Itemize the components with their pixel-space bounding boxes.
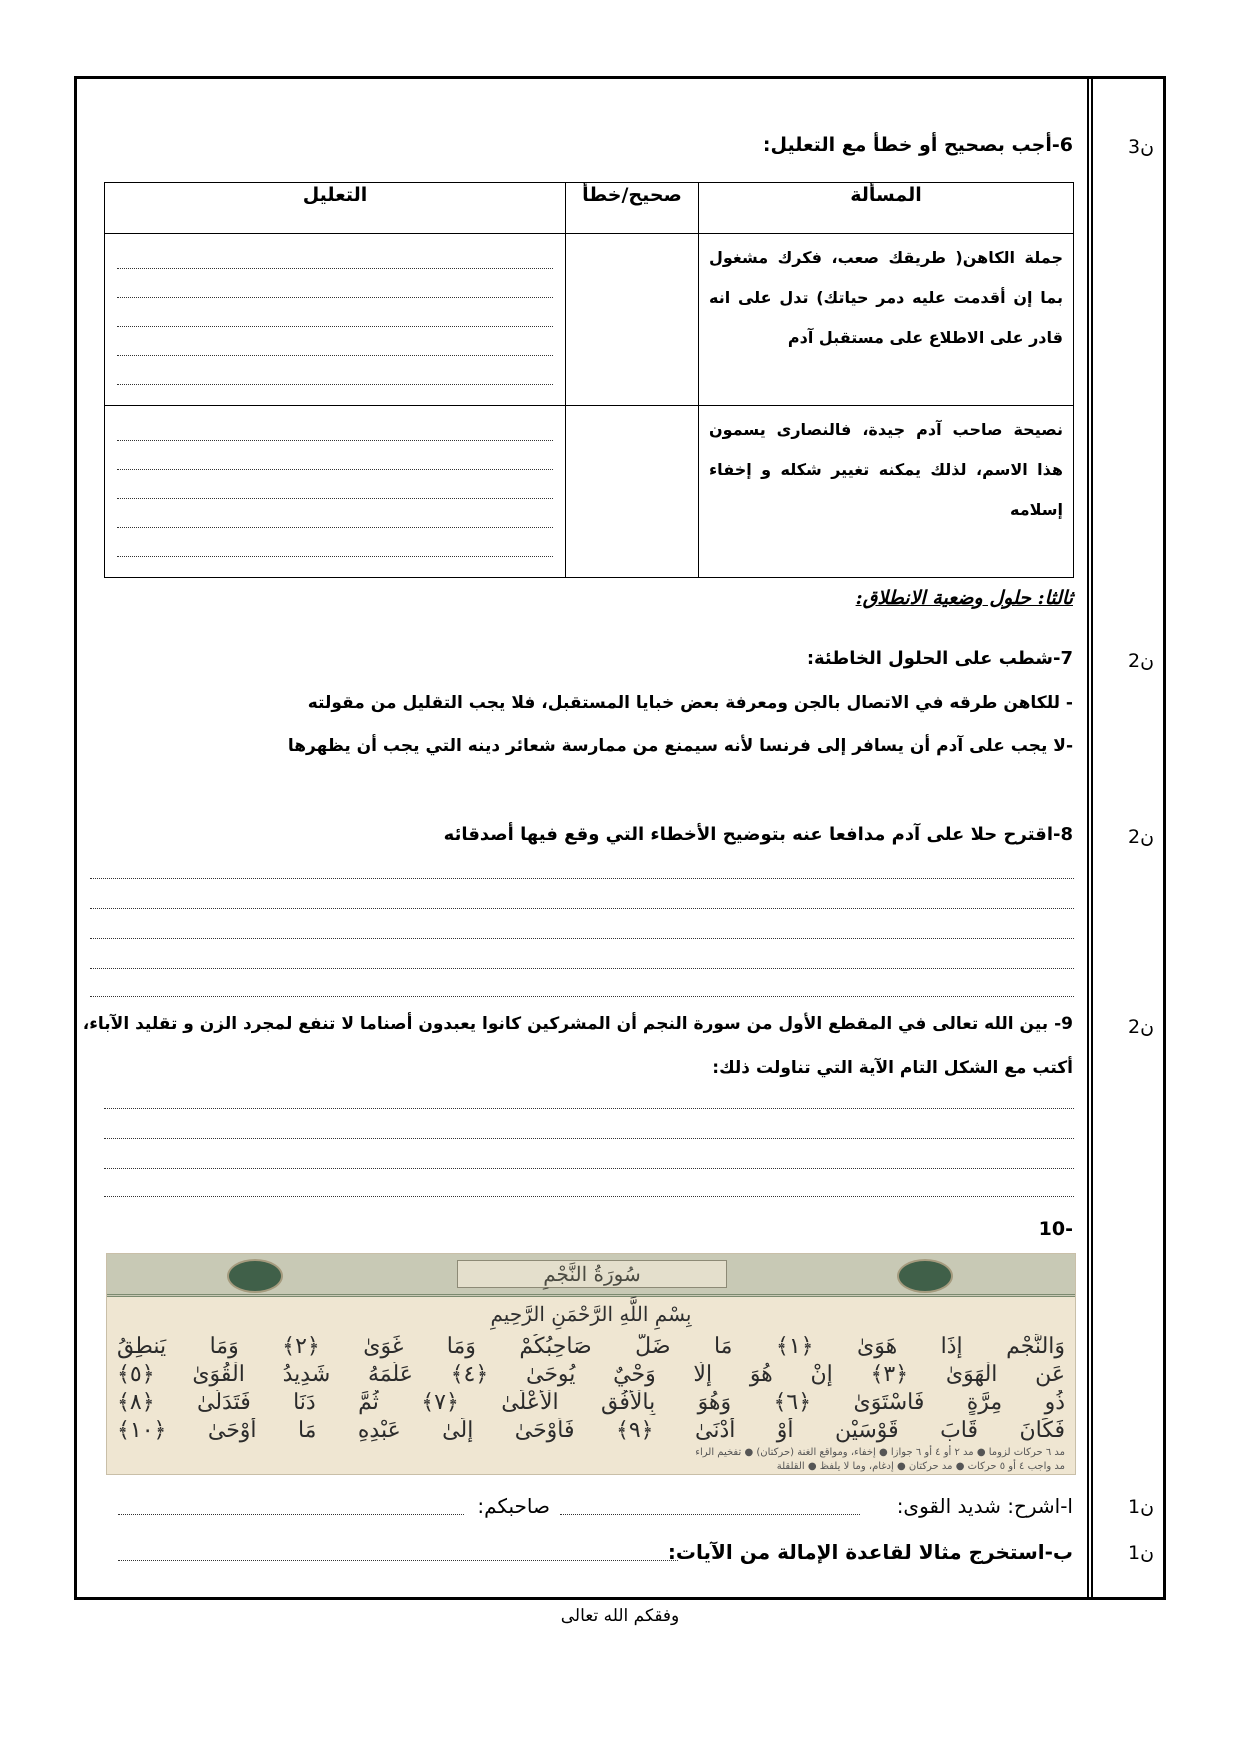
answer-line[interactable] bbox=[104, 1168, 1074, 1169]
reason-answer-lines[interactable] bbox=[105, 406, 566, 578]
q9-line-1: 9- بين الله تعالى في المقطع الأول من سورة النجم أن المشركين كانوا يعبدون أصناما لا تنفع لمجرد الزن و تقليد الآباء، bbox=[82, 1014, 1073, 1034]
table-row bbox=[105, 234, 1074, 406]
q8-title: 8-اقترح حلا على آدم مدافعا عنه بتوضيح الأخطاء التي وقع فيها أصدقائه bbox=[443, 824, 1073, 845]
answer-line[interactable] bbox=[104, 1196, 1074, 1197]
true-false-cell[interactable] bbox=[566, 234, 699, 406]
verse-line: عَنِ الْهَوَىٰ ﴿٣﴾ إِنْ هُوَ إِلَّا وَحْيٌ يُوحَىٰ ﴿٤﴾ عَلَّمَهُ شَدِيدُ الْقُوَىٰ ﴿٥﴾ bbox=[117, 1362, 1065, 1387]
legend-line: مد ٦ حركات لزوما ● مد ٢ أو ٤ أو ٦ جوازا ● إخفاء، ومواقع الغنة (حركتان) ● تفخيم الراء bbox=[695, 1447, 1065, 1458]
score-q9: 2ن bbox=[1128, 1016, 1155, 1038]
header-reason: التعليل bbox=[105, 183, 566, 234]
score-q7: 2ن bbox=[1128, 650, 1155, 672]
q6-title: 6-أجب بصحيح أو خطأ مع التعليل: bbox=[762, 134, 1073, 156]
issue-cell: جملة الكاهن( طريقك صعب، فكرك مشغول بما إن أقدمت عليه دمر حياتك) تدل على انه قادر على الاطلاع على مستقبل آدم bbox=[699, 234, 1074, 406]
score-q8: 2ن bbox=[1128, 826, 1155, 848]
answer-line[interactable] bbox=[560, 1514, 860, 1515]
ornament-left bbox=[227, 1259, 283, 1293]
q9-line-2: أكتب مع الشكل التام الآية التي تناولت ذلك: bbox=[712, 1058, 1073, 1078]
q7-option-1[interactable]: - للكاهن طرقه في الاتصال بالجن ومعرفة بعض خبايا المستقبل، فلا يجب التقليل من مقولته bbox=[307, 693, 1073, 713]
verse-line: وَالنَّجْمِ إِذَا هَوَىٰ ﴿١﴾ مَا ضَلَّ صَاحِبُكُمْ وَمَا غَوَىٰ ﴿٢﴾ وَمَا يَنطِقُ bbox=[117, 1334, 1065, 1359]
answer-line[interactable] bbox=[90, 878, 1074, 879]
answer-line[interactable] bbox=[104, 1138, 1074, 1139]
q10b-label: ب-استخرج مثالا لقاعدة الإمالة من الآيات: bbox=[667, 1540, 1073, 1564]
section-title: ثالثا: حلول وضعية الانطلاق: bbox=[855, 587, 1073, 609]
q10a-label: ا-اشرح: شديد القوى: bbox=[896, 1494, 1073, 1518]
q7-title: 7-شطب على الحلول الخاطئة: bbox=[806, 648, 1073, 669]
answer-line[interactable] bbox=[104, 1108, 1074, 1109]
score-column-divider bbox=[1087, 76, 1093, 1600]
table-row bbox=[105, 406, 1074, 578]
q10a-label-2: صاحبكم: bbox=[477, 1494, 550, 1518]
header-issue: المسألة bbox=[699, 183, 1074, 234]
score-q6: 3ن bbox=[1128, 136, 1155, 158]
answer-line[interactable] bbox=[118, 1560, 678, 1561]
issue-cell: نصيحة صاحب آدم جيدة، فالنصارى يسمون هذا الاسم، لذلك يمكنه تغيير شكله و إخفاء إسلامه bbox=[699, 406, 1074, 578]
basmala: بِسْمِ اللَّهِ الرَّحْمَنِ الرَّحِيمِ bbox=[490, 1302, 692, 1326]
legend-line: مد واجب ٤ أو ٥ حركات ● مد حركتان ● إدغام، وما لا يلفظ ● القلقلة bbox=[776, 1461, 1065, 1472]
quran-page-image bbox=[106, 1253, 1076, 1475]
answer-line[interactable] bbox=[118, 1514, 464, 1515]
answer-line[interactable] bbox=[90, 938, 1074, 939]
answer-line[interactable] bbox=[90, 996, 1074, 997]
answer-line[interactable] bbox=[90, 968, 1074, 969]
header-true-false: صحيح/خطأ bbox=[566, 183, 699, 234]
q10-number: -10 bbox=[1038, 1218, 1073, 1240]
score-q10a: 1ن bbox=[1128, 1496, 1155, 1518]
footer-note: وفقكم الله تعالى bbox=[560, 1606, 680, 1626]
tajweed-legend bbox=[117, 1446, 1065, 1474]
verse-line: فَكَانَ قَابَ قَوْسَيْنِ أَوْ أَدْنَىٰ ﴿٩﴾ فَأَوْحَىٰ إِلَىٰ عَبْدِهِ مَا أَوْحَىٰ ﴿١٠﴾ bbox=[117, 1418, 1065, 1443]
answer-line[interactable] bbox=[90, 908, 1074, 909]
true-false-cell[interactable] bbox=[566, 406, 699, 578]
ornament-right bbox=[897, 1259, 953, 1293]
q7-option-2[interactable]: -لا يجب على آدم أن يسافر إلى فرنسا لأنه سيمنع من ممارسة شعائر دينه التي يجب أن يظهرها bbox=[287, 736, 1073, 756]
surah-header-band bbox=[107, 1254, 1075, 1297]
score-q10b: 1ن bbox=[1128, 1542, 1155, 1564]
verse-line: ذُو مِرَّةٍ فَاسْتَوَىٰ ﴿٦﴾ وَهُوَ بِالْأُفُقِ الْأَعْلَىٰ ﴿٧﴾ ثُمَّ دَنَا فَتَدَلَّىٰ ﴿٨﴾ bbox=[117, 1390, 1065, 1415]
reason-answer-lines[interactable] bbox=[105, 234, 566, 406]
surah-title: سُورَةُ النَّجْمِ bbox=[457, 1260, 727, 1288]
true-false-table bbox=[104, 182, 1074, 578]
